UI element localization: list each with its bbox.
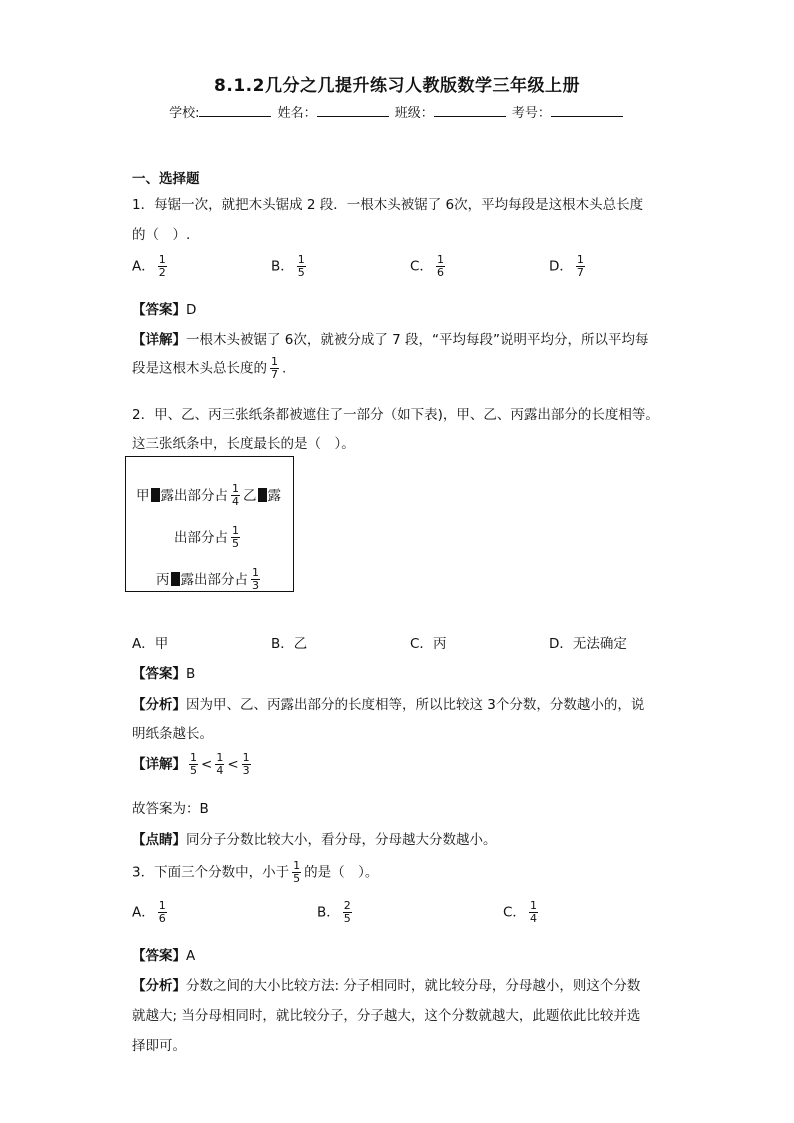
q2-option-b: B．乙	[271, 636, 308, 652]
cover-block	[258, 488, 267, 502]
q2-detail: 【详解】 $\frac{1}{5}$ < $\frac{1}{4}$ < $\frac{1}{3}$	[132, 751, 250, 777]
q1-text-line1: 1．每锯一次，就把木头锯成 2 段．一根木头被锯了 6次，平均每段是这根木头总长度	[132, 197, 644, 213]
name-label: 姓名：	[277, 106, 317, 121]
q3-analysis-line2: 就越大; 当分母相同时，就比较分子，分子越大，这个分数就越大，此题依此比较并选	[132, 1008, 641, 1024]
class-label: 班级：	[394, 106, 434, 121]
q2-box-row1: 甲 露出部分占 $\frac{1}{4}$ 乙 露	[136, 482, 281, 508]
q3-analysis-line1: 【分析】分数之间的大小比较方法: 分子相同时，就比较分母，分母越小，则这个分数	[132, 978, 641, 994]
student-info-line	[0, 102, 794, 121]
q2-option-c: C．丙	[410, 636, 447, 652]
exam-no-blank[interactable]	[551, 104, 623, 117]
section-heading: 一、选择题	[132, 171, 200, 187]
q1-detail-line2: 段是这根木头总长度的 $\frac{1}{7}$ .	[132, 355, 287, 381]
class-blank[interactable]	[434, 104, 506, 117]
q2-conclusion: 故答案为：B	[132, 801, 209, 817]
q1-option-d: D． $\frac{1}{7}$	[549, 253, 584, 279]
q3-analysis-line3: 择即可。	[132, 1038, 186, 1054]
q1-text-line2: 的（ ）.	[132, 227, 191, 243]
name-blank[interactable]	[317, 104, 389, 117]
cover-block	[171, 572, 180, 586]
q2-analysis-line1: 【分析】因为甲、乙、丙露出部分的长度相等，所以比较这 3个分数，分数越小的，说	[132, 697, 645, 713]
page-title: 8.1.2几分之几提升练习人教版数学三年级上册	[214, 76, 580, 96]
q2-analysis-line2: 明纸条越长。	[132, 726, 213, 742]
cover-block	[151, 488, 160, 502]
q3-option-c: C． $\frac{1}{4}$	[503, 899, 537, 925]
q1-option-b: B． $\frac{1}{5}$	[271, 253, 305, 279]
q2-text-line2: 这三张纸条中，长度最长的是（ ）。	[132, 436, 355, 452]
q3-answer: 【答案】A	[132, 948, 196, 964]
q3-option-b: B． $\frac{2}{5}$	[317, 899, 351, 925]
school-label: 学校:	[169, 106, 200, 121]
q2-remark: 【点睛】同分子分数比较大小，看分母，分母越大分数越小。	[132, 832, 497, 848]
q2-option-a: A．甲	[132, 636, 169, 652]
school-blank[interactable]	[199, 104, 271, 117]
q2-answer: 【答案】B	[132, 666, 196, 682]
q2-text-line1: 2．甲、乙、丙三张纸条都被遮住了一部分（如下表)，甲、乙、丙露出部分的长度相等。	[132, 407, 659, 423]
q1-answer: 【答案】D	[132, 302, 197, 318]
q2-option-d: D．无法确定	[549, 636, 627, 652]
q3-text: 3．下面三个分数中，小于 $\frac{1}{5}$ 的是（ ）。	[132, 859, 379, 885]
q1-option-c: C． $\frac{1}{6}$	[410, 253, 444, 279]
q2-box-row2: 出部分占 $\frac{1}{5}$	[174, 524, 239, 550]
q1-detail-line1: 【详解】一根木头被锯了 6次，就被分成了 7 段，“平均每段”说明平均分，所以平均每	[132, 332, 649, 348]
q1-option-a: A． $\frac{1}{2}$	[132, 253, 166, 279]
exam-no-label: 考号：	[511, 106, 551, 121]
q3-option-a: A． $\frac{1}{6}$	[132, 899, 166, 925]
q2-table-box	[125, 456, 294, 592]
q2-box-row3: 丙 露出部分占 $\frac{1}{3}$	[156, 566, 259, 592]
